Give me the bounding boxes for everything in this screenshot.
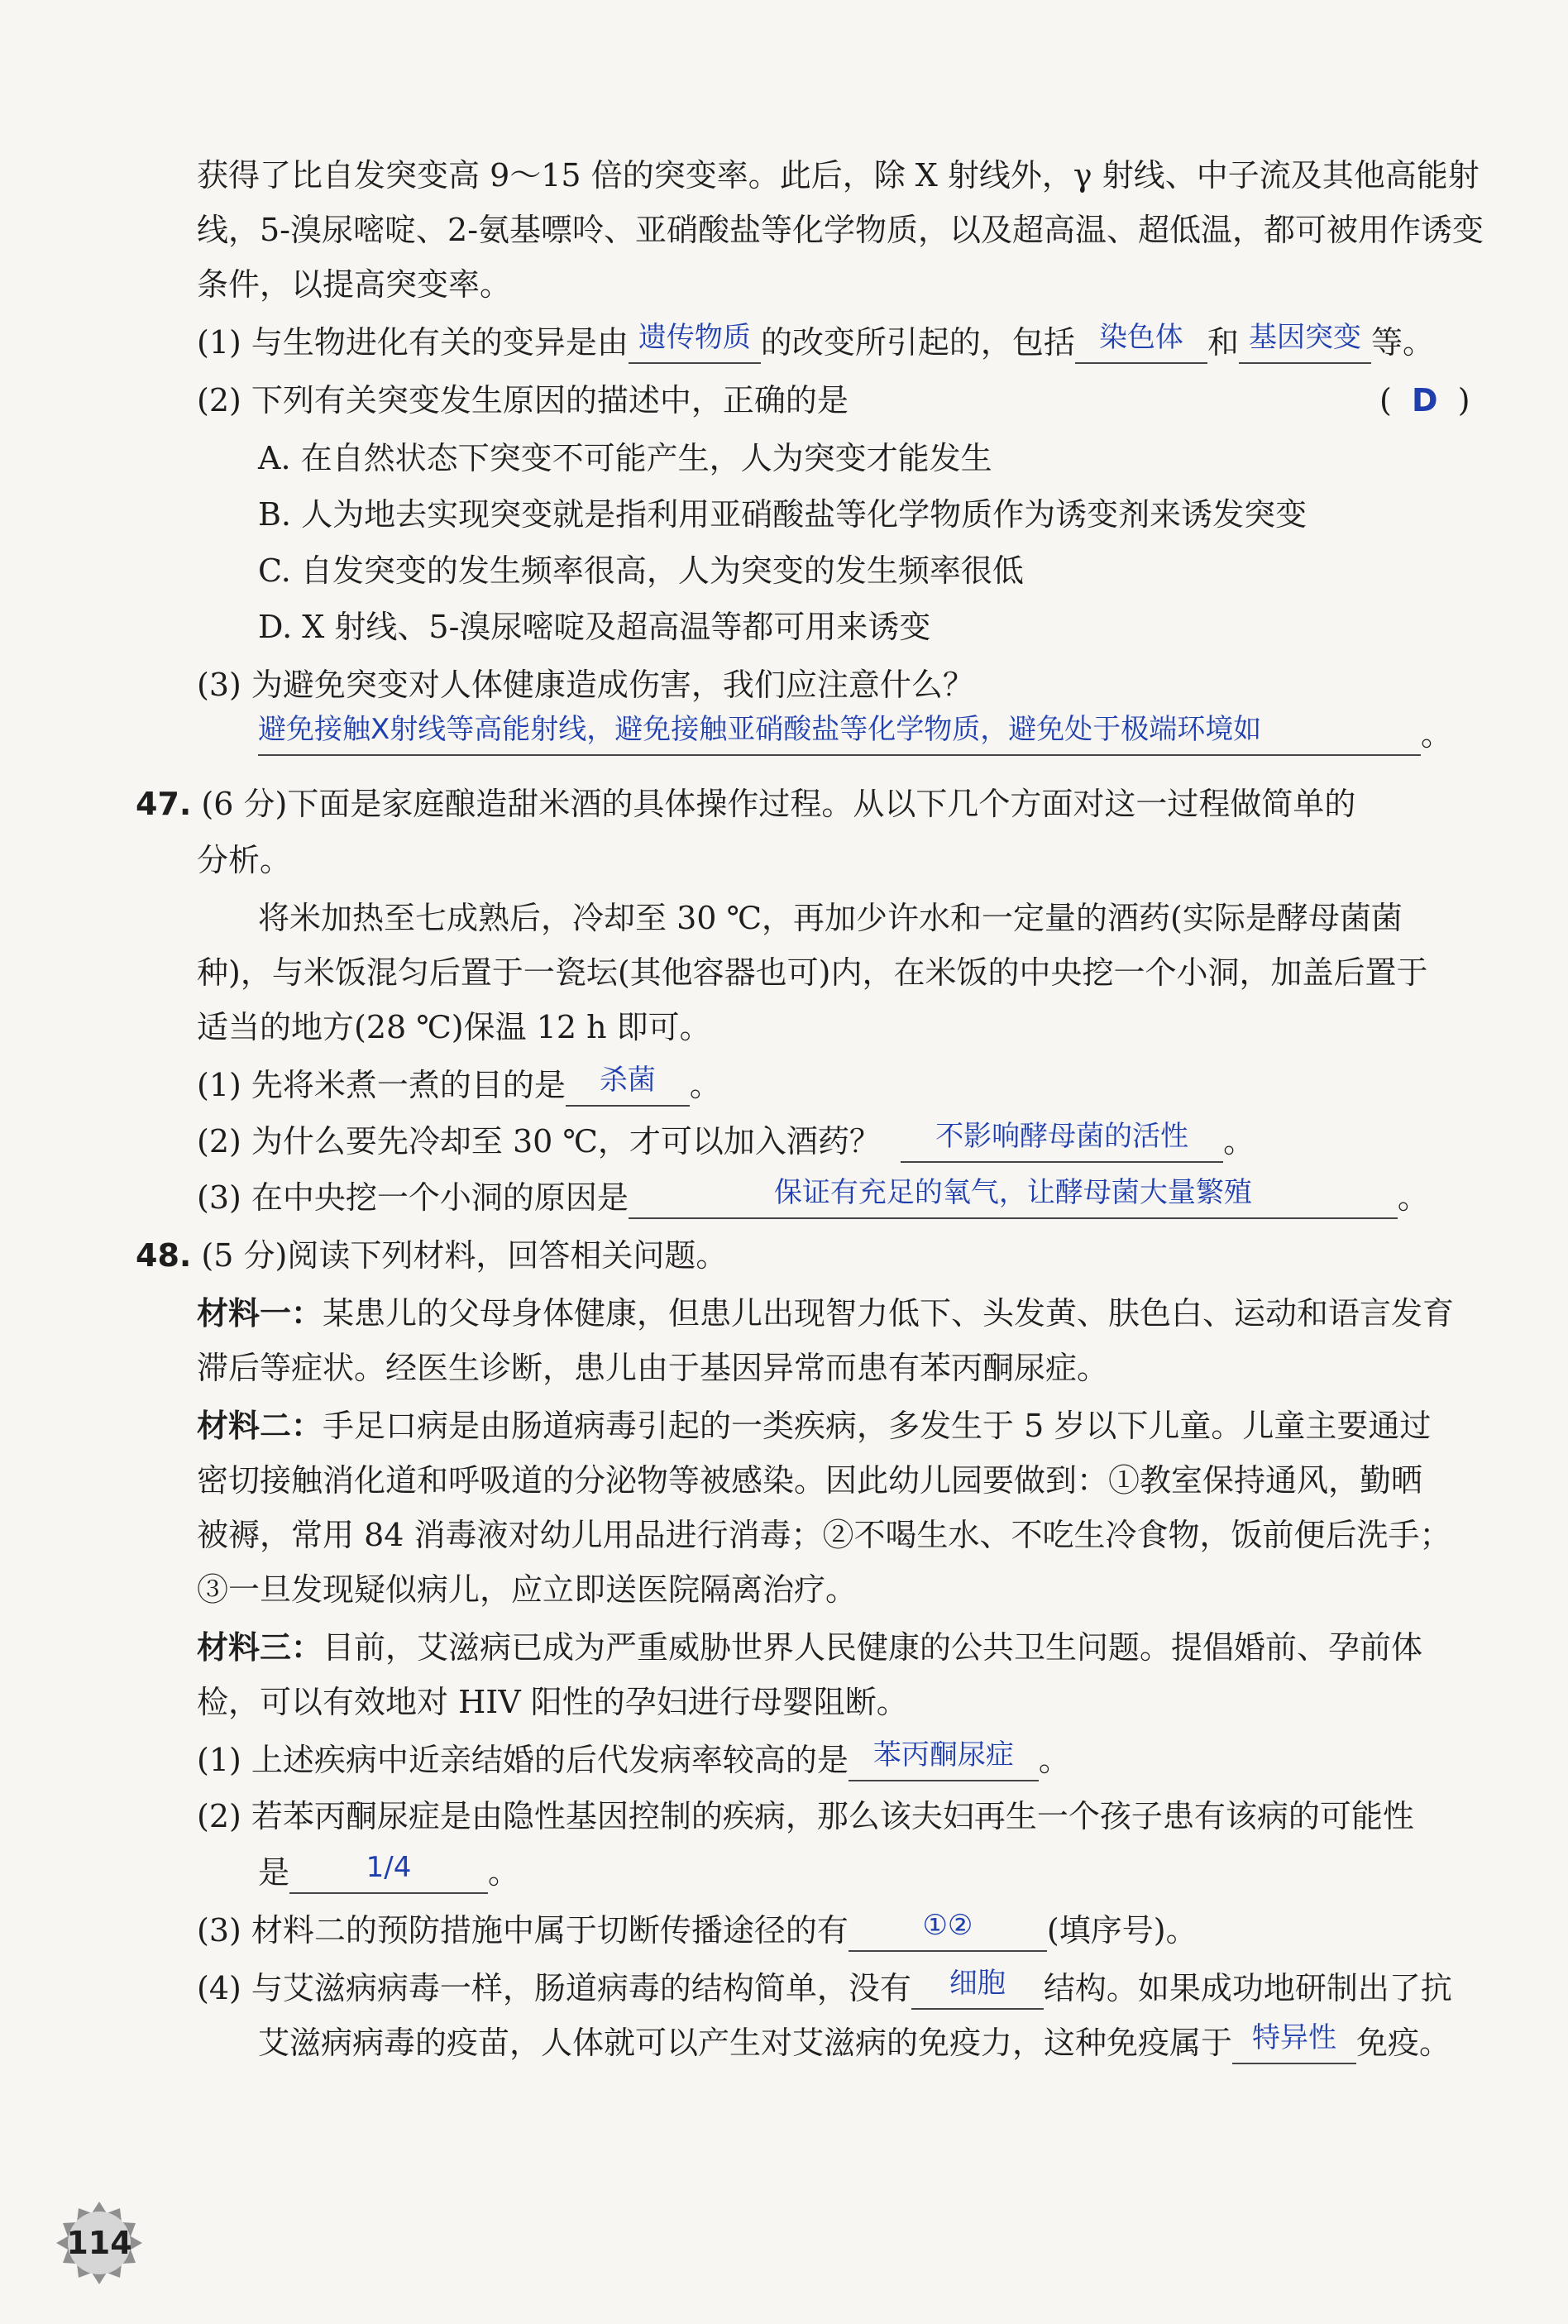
q48-answer-transmission[interactable]: ①② bbox=[849, 1914, 1047, 1952]
q48-sub4-line-2-text: 艾滋病病毒的疫苗，人体就可以产生对艾滋病的免疫力，这种免疫属于 bbox=[258, 2025, 1233, 2061]
q48-sub3-text: (3) 材料二的预防措施中属于切断传播途径的有 bbox=[197, 1912, 849, 1949]
q48-material-3-line-1 bbox=[197, 1628, 1422, 1667]
q48-material-1-line-1 bbox=[197, 1294, 1454, 1333]
q46-choice-answer: D bbox=[1412, 382, 1438, 418]
q46-answer-chromosome[interactable]: 染色体 bbox=[1075, 326, 1207, 364]
intro-line-3: 条件，以提高突变率。 bbox=[197, 266, 512, 303]
q46-choice-bracket[interactable]: ( D ) bbox=[1379, 382, 1470, 418]
q47-sub3 bbox=[197, 1178, 1429, 1219]
q46-answer-gene-mutation[interactable]: 基因突变 bbox=[1239, 326, 1371, 364]
q46-option-d: D. X 射线、5-溴尿嘧啶及超高温等都可用来诱变 bbox=[258, 609, 931, 645]
q47-paragraph-1: 将米加热至七成熟后，冷却至 30 ℃，再加少许水和一定量的酒药(实际是酵母菌菌 bbox=[258, 900, 1403, 936]
q48-sub3-end: (填序号)。 bbox=[1046, 1912, 1198, 1949]
q48-sub2-line-1: (2) 若苯丙酮尿症是由隐性基因控制的疾病，那么该夫妇再生一个孩子患有该病的可能性 bbox=[197, 1798, 1414, 1834]
q48-sub3 bbox=[197, 1910, 1198, 1952]
q47-sub1-end: 。 bbox=[689, 1067, 721, 1103]
q47-paragraph-3: 适当的地方(28 ℃)保温 12 h 即可。 bbox=[197, 1009, 711, 1045]
q48-material-2-line-1 bbox=[197, 1406, 1431, 1446]
q46-option-c: C. 自发突变的发生频率很高，人为突变的发生频率很低 bbox=[258, 552, 1024, 589]
q46-sub3: (3) 为避免突变对人体健康造成伤害，我们应注意什么？ bbox=[197, 667, 974, 703]
q47-heading bbox=[136, 784, 1355, 824]
q48-sub1 bbox=[197, 1740, 1070, 1781]
q46-option-b: B. 人为地去实现突变就是指利用亚硝酸盐等化学物质作为诱变剂来诱发突变 bbox=[258, 496, 1307, 533]
q46-option-a: A. 在自然状态下突变不可能产生，人为突变才能发生 bbox=[258, 440, 992, 476]
q46-answer-genetic-material[interactable]: 遗传物质 bbox=[629, 326, 761, 364]
q46-answer-avoid[interactable]: 避免接触X射线等高能射线，避免接触亚硝酸盐等化学物质，避免处于极端环境如 bbox=[258, 718, 1421, 756]
page-number-badge bbox=[56, 2200, 142, 2286]
intro-line-1: 获得了比自发突变高 9～15 倍的突变率。此后，除 X 射线外，γ 射线、中子流及其他高能射 bbox=[197, 157, 1480, 194]
intro-line-2: 线，5-溴尿嘧啶、2-氨基嘌呤、亚硝酸盐等化学物质，以及超高温、超低温，都可被用作诱变 bbox=[197, 212, 1484, 248]
q46-sub2: (2) 下列有关突变发生原因的描述中，正确的是 bbox=[197, 382, 849, 418]
q47-heading-cont: 分析。 bbox=[197, 842, 292, 878]
q47-sub2-end: 。 bbox=[1223, 1123, 1255, 1160]
q48-material-2-text: 手足口病是由肠道病毒引起的一类疾病，多发生于 5 岁以下儿童。儿童主要通过 bbox=[323, 1408, 1432, 1444]
q48-sub2-text: 是 bbox=[258, 1854, 290, 1891]
q46-sub1-text: (1) 与生物进化有关的变异是由 bbox=[197, 324, 629, 361]
q48-number: 48. bbox=[136, 1237, 192, 1274]
q48-material-1-text: 某患儿的父母身体健康，但患儿出现智力低下、头发黄、肤色白、运动和语言发育 bbox=[323, 1295, 1455, 1332]
q46-sub3-end: 。 bbox=[1421, 716, 1453, 753]
q48-material-3-label: 材料三： bbox=[197, 1629, 323, 1666]
q46-sub1-end: 等。 bbox=[1370, 324, 1434, 361]
q48-heading-text: (5 分)阅读下列材料，回答相关问题。 bbox=[201, 1237, 728, 1274]
q48-material-1-label: 材料一： bbox=[197, 1295, 323, 1332]
q48-answer-pku[interactable]: 苯丙酮尿症 bbox=[849, 1743, 1039, 1781]
q47-answer-oxygen[interactable]: 保证有充足的氧气，让酵母菌大量繁殖 bbox=[629, 1181, 1398, 1219]
q47-paragraph-2: 种)，与米饭混匀后置于一瓷坛(其他容器也可)内，在米饭的中央挖一个小洞，加盖后置于 bbox=[197, 954, 1428, 991]
q48-sub4-text: (4) 与艾滋病病毒一样，肠道病毒的结构简单，没有 bbox=[197, 1970, 911, 2006]
q47-sub2 bbox=[197, 1121, 1255, 1163]
q48-sub4-mid: 结构。如果成功地研制出了抗 bbox=[1043, 1970, 1452, 2006]
q47-sub3-text: (3) 在中央挖一个小洞的原因是 bbox=[197, 1179, 629, 1216]
q48-sub1-end: 。 bbox=[1038, 1742, 1070, 1778]
q46-sub1 bbox=[197, 323, 1434, 364]
q48-material-3-line-2: 检，可以有效地对 HIV 阳性的孕妇进行母婴阻断。 bbox=[197, 1684, 908, 1720]
q47-sub3-end: 。 bbox=[1397, 1179, 1429, 1216]
q47-heading-text: (6 分)下面是家庭酿造甜米酒的具体操作过程。从以下几个方面对这一过程做简单的 bbox=[201, 786, 1356, 822]
q48-heading bbox=[136, 1236, 727, 1275]
q48-material-2-line-4: ③一旦发现疑似病儿，应立即送医院隔离治疗。 bbox=[197, 1571, 858, 1608]
q46-sub1-mid: 的改变所引起的，包括 bbox=[760, 324, 1075, 361]
q47-answer-sterilize[interactable]: 杀菌 bbox=[566, 1069, 690, 1107]
q48-sub4-line-1 bbox=[197, 1968, 1452, 2010]
q48-material-2-line-2: 密切接触消化道和呼吸道的分泌物等被感染。因此幼儿园要做到：①教室保持通风，勤晒 bbox=[197, 1462, 1423, 1499]
q48-material-2-line-3: 被褥，常用 84 消毒液对幼儿用品进行消毒；②不喝生水、不吃生冷食物，饭前便后洗手； bbox=[197, 1517, 1451, 1553]
q46-sub1-and: 和 bbox=[1207, 324, 1239, 361]
q47-sub1 bbox=[197, 1065, 721, 1107]
q47-number: 47. bbox=[136, 786, 192, 822]
q48-material-2-label: 材料二： bbox=[197, 1408, 323, 1444]
q48-answer-cell[interactable]: 细胞 bbox=[911, 1972, 1044, 2010]
q47-sub2-text: (2) 为什么要先冷却至 30 ℃，才可以加入酒药？ bbox=[197, 1123, 881, 1160]
page-number: 114 bbox=[66, 2225, 132, 2261]
q48-sub2-end: 。 bbox=[488, 1854, 520, 1891]
q48-sub2-line-2 bbox=[258, 1853, 519, 1894]
q48-sub4-end: 免疫。 bbox=[1356, 2025, 1451, 2061]
q48-material-1-line-2: 滞后等症状。经医生诊断，患儿由于基因异常而患有苯丙酮尿症。 bbox=[197, 1350, 1109, 1386]
q48-material-3-text: 目前，艾滋病已成为严重威胁世界人民健康的公共卫生问题。提倡婚前、孕前体 bbox=[323, 1629, 1423, 1666]
q48-sub4-line-2 bbox=[258, 2023, 1451, 2064]
q46-sub3-answer-line bbox=[258, 715, 1452, 756]
q47-sub1-text: (1) 先将米煮一煮的目的是 bbox=[197, 1067, 566, 1103]
q48-sub1-text: (1) 上述疾病中近亲结婚的后代发病率较高的是 bbox=[197, 1742, 849, 1778]
q48-answer-specific[interactable]: 特异性 bbox=[1232, 2026, 1356, 2064]
q47-answer-yeast-activity[interactable]: 不影响酵母菌的活性 bbox=[901, 1125, 1223, 1163]
q48-answer-probability[interactable]: 1/4 bbox=[289, 1856, 488, 1894]
